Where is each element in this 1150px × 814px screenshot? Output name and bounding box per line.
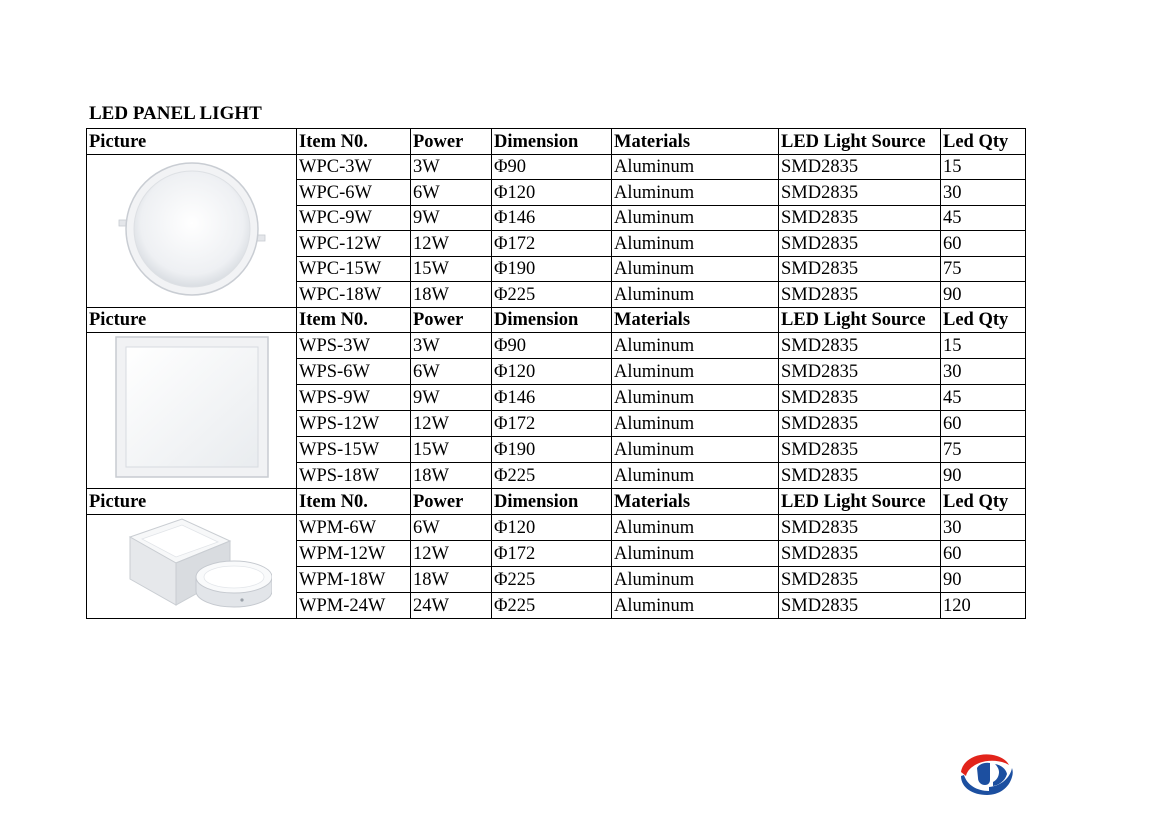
led-light-source-cell: SMD2835 (779, 437, 941, 463)
materials-cell: Aluminum (612, 180, 779, 206)
header-cell-dimension: Dimension (492, 489, 612, 515)
power-cell: 3W (411, 154, 492, 180)
table-header-row (87, 489, 1026, 515)
led-light-source-cell: SMD2835 (779, 385, 941, 411)
power-cell: 15W (411, 437, 492, 463)
power-cell: 6W (411, 180, 492, 206)
item-no-cell: WPS-3W (297, 333, 411, 359)
table-row (87, 154, 1026, 180)
item-no-cell: WPM-24W (297, 592, 411, 618)
page-title: LED PANEL LIGHT (89, 103, 262, 124)
led-qty-cell: 30 (941, 180, 1026, 206)
power-cell: 12W (411, 540, 492, 566)
led-qty-cell: 90 (941, 566, 1026, 592)
item-no-cell: WPC-18W (297, 282, 411, 308)
square-panel-light-image (112, 333, 272, 481)
header-cell-power: Power (411, 129, 492, 155)
table-header-row (87, 307, 1026, 333)
header-cell-led-light-source: LED Light Source (779, 129, 941, 155)
led-light-source-cell: SMD2835 (779, 566, 941, 592)
dimension-cell: Φ146 (492, 205, 612, 231)
item-no-cell: WPS-9W (297, 385, 411, 411)
dimension-cell: Φ225 (492, 592, 612, 618)
materials-cell: Aluminum (612, 463, 779, 489)
materials-cell: Aluminum (612, 592, 779, 618)
dimension-cell: Φ120 (492, 180, 612, 206)
materials-cell: Aluminum (612, 566, 779, 592)
led-qty-cell: 60 (941, 231, 1026, 257)
header-cell-picture: Picture (87, 307, 297, 333)
surface-panel-light-image (112, 515, 272, 611)
materials-cell: Aluminum (612, 540, 779, 566)
dimension-cell: Φ190 (492, 437, 612, 463)
materials-cell: Aluminum (612, 333, 779, 359)
materials-cell: Aluminum (612, 411, 779, 437)
header-cell-materials: Materials (612, 489, 779, 515)
item-no-cell: WPC-12W (297, 231, 411, 257)
round-panel-light-image (117, 157, 267, 297)
header-cell-led-qty: Led Qty (941, 129, 1026, 155)
dimension-cell: Φ120 (492, 359, 612, 385)
dimension-cell: Φ172 (492, 540, 612, 566)
header-cell-materials: Materials (612, 129, 779, 155)
item-no-cell: WPC-9W (297, 205, 411, 231)
item-no-cell: WPM-6W (297, 514, 411, 540)
dimension-cell: Φ225 (492, 282, 612, 308)
header-cell-materials: Materials (612, 307, 779, 333)
dimension-cell: Φ172 (492, 231, 612, 257)
led-light-source-cell: SMD2835 (779, 256, 941, 282)
led-qty-cell: 15 (941, 154, 1026, 180)
power-cell: 18W (411, 566, 492, 592)
item-no-cell: WPS-12W (297, 411, 411, 437)
company-logo-icon (957, 750, 1015, 796)
header-cell-item-no: Item N0. (297, 129, 411, 155)
led-light-source-cell: SMD2835 (779, 411, 941, 437)
materials-cell: Aluminum (612, 205, 779, 231)
item-no-cell: WPC-6W (297, 180, 411, 206)
table-row (87, 514, 1026, 540)
header-cell-power: Power (411, 307, 492, 333)
header-cell-led-qty: Led Qty (941, 489, 1026, 515)
table-header-row (87, 129, 1026, 155)
dimension-cell: Φ225 (492, 463, 612, 489)
product-picture-cell (87, 333, 297, 489)
header-cell-picture: Picture (87, 129, 297, 155)
led-light-source-cell: SMD2835 (779, 359, 941, 385)
led-light-source-cell: SMD2835 (779, 231, 941, 257)
materials-cell: Aluminum (612, 231, 779, 257)
led-light-source-cell: SMD2835 (779, 463, 941, 489)
item-no-cell: WPC-3W (297, 154, 411, 180)
header-cell-picture: Picture (87, 489, 297, 515)
header-cell-item-no: Item N0. (297, 489, 411, 515)
led-qty-cell: 45 (941, 385, 1026, 411)
led-qty-cell: 75 (941, 256, 1026, 282)
led-light-source-cell: SMD2835 (779, 592, 941, 618)
item-no-cell: WPS-6W (297, 359, 411, 385)
product-picture-cell (87, 154, 297, 307)
dimension-cell: Φ120 (492, 514, 612, 540)
power-cell: 18W (411, 282, 492, 308)
item-no-cell: WPS-18W (297, 463, 411, 489)
item-no-cell: WPS-15W (297, 437, 411, 463)
materials-cell: Aluminum (612, 385, 779, 411)
materials-cell: Aluminum (612, 154, 779, 180)
product-spec-table (86, 128, 1026, 619)
led-qty-cell: 60 (941, 411, 1026, 437)
materials-cell: Aluminum (612, 437, 779, 463)
dimension-cell: Φ190 (492, 256, 612, 282)
header-cell-item-no: Item N0. (297, 307, 411, 333)
led-qty-cell: 120 (941, 592, 1026, 618)
header-cell-led-qty: Led Qty (941, 307, 1026, 333)
led-light-source-cell: SMD2835 (779, 282, 941, 308)
led-light-source-cell: SMD2835 (779, 205, 941, 231)
dimension-cell: Φ146 (492, 385, 612, 411)
product-picture-cell (87, 514, 297, 618)
led-qty-cell: 75 (941, 437, 1026, 463)
materials-cell: Aluminum (612, 256, 779, 282)
power-cell: 9W (411, 385, 492, 411)
power-cell: 6W (411, 514, 492, 540)
header-cell-power: Power (411, 489, 492, 515)
led-qty-cell: 60 (941, 540, 1026, 566)
item-no-cell: WPM-12W (297, 540, 411, 566)
power-cell: 9W (411, 205, 492, 231)
header-cell-led-light-source: LED Light Source (779, 489, 941, 515)
dimension-cell: Φ225 (492, 566, 612, 592)
materials-cell: Aluminum (612, 359, 779, 385)
power-cell: 12W (411, 411, 492, 437)
led-qty-cell: 90 (941, 463, 1026, 489)
led-light-source-cell: SMD2835 (779, 333, 941, 359)
led-qty-cell: 15 (941, 333, 1026, 359)
led-qty-cell: 45 (941, 205, 1026, 231)
dimension-cell: Φ172 (492, 411, 612, 437)
power-cell: 15W (411, 256, 492, 282)
power-cell: 18W (411, 463, 492, 489)
power-cell: 3W (411, 333, 492, 359)
dimension-cell: Φ90 (492, 154, 612, 180)
item-no-cell: WPM-18W (297, 566, 411, 592)
led-qty-cell: 30 (941, 514, 1026, 540)
power-cell: 24W (411, 592, 492, 618)
materials-cell: Aluminum (612, 514, 779, 540)
led-qty-cell: 30 (941, 359, 1026, 385)
dimension-cell: Φ90 (492, 333, 612, 359)
header-cell-led-light-source: LED Light Source (779, 307, 941, 333)
power-cell: 12W (411, 231, 492, 257)
item-no-cell: WPC-15W (297, 256, 411, 282)
table-row (87, 333, 1026, 359)
power-cell: 6W (411, 359, 492, 385)
led-light-source-cell: SMD2835 (779, 154, 941, 180)
led-light-source-cell: SMD2835 (779, 514, 941, 540)
header-cell-dimension: Dimension (492, 307, 612, 333)
materials-cell: Aluminum (612, 282, 779, 308)
header-cell-dimension: Dimension (492, 129, 612, 155)
led-qty-cell: 90 (941, 282, 1026, 308)
led-light-source-cell: SMD2835 (779, 540, 941, 566)
led-light-source-cell: SMD2835 (779, 180, 941, 206)
